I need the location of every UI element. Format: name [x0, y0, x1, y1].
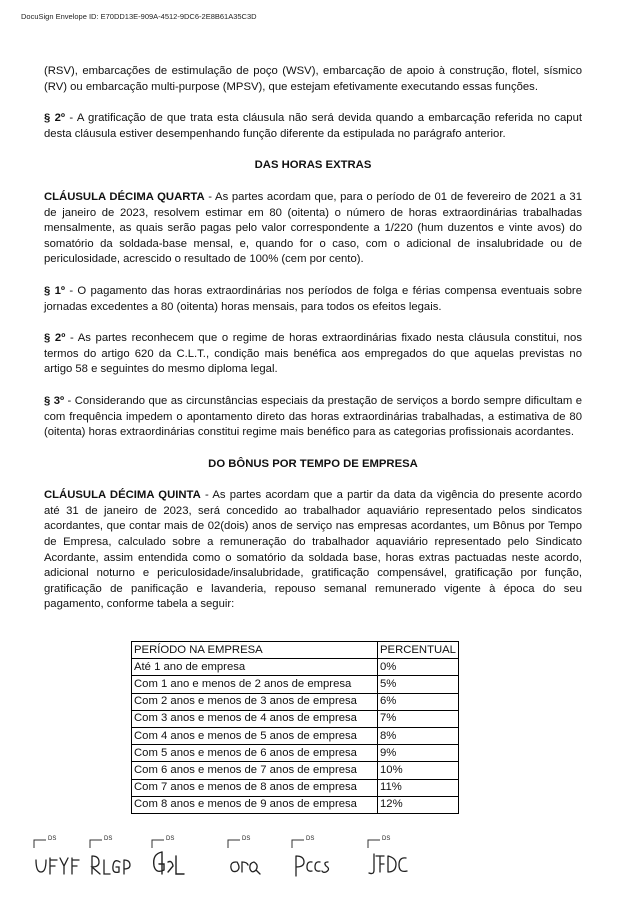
section-label: § 3º: [44, 394, 65, 407]
table-cell: Com 3 anos e menos de 4 anos de empresa: [132, 710, 378, 727]
table-header-row: [132, 642, 459, 659]
table-cell: 0%: [378, 659, 459, 676]
section-text: - As partes reconhecem que o regime de horas extraordinárias fixado nesta cláusula constitui, nos termos do artigo 620 da C.L.T., condição mais benéfica aos empregados do que aquelas previstas no artigo 58 e seguintes do mesmo diploma legal.: [44, 332, 582, 376]
heading-bonus: DO BÔNUS POR TEMPO DE EMPRESA: [208, 457, 418, 470]
bonus-table: [131, 641, 459, 814]
clause-text: - As partes acordam que a partir da data da vigência do presente acordo até 31 de janeiro de 2023, será concedido ao trabalhador aquaviário representado pelos sindicatos acordantes, que contar mais de 02(dois) anos de serviço nas empresas acordantes, um Bônus por Tempo de Empresa, calculado sobre a remuneração do trabalhador aquaviário representado pelo Sindicato Acordante, assim entendida como o somatório da soldada base, horas extras pactuadas neste acordo, adicional noturno e periculosidade/insalubridade, gratificação compensável, gratificação por função, gratificação de panificação e lavanderia, repouso semanal remunerado vigente à época do seu pagamento, conforme tabela a seguir:: [44, 489, 582, 611]
table-row: [132, 659, 459, 676]
table-cell: Com 6 anos e menos de 7 anos de empresa: [132, 762, 378, 779]
table-row: [132, 693, 459, 710]
clause-14-paragraph-1: [44, 284, 582, 315]
table-row: [132, 710, 459, 727]
table-cell: 7%: [378, 710, 459, 727]
section-label: § 2º: [44, 112, 66, 125]
table-row: [132, 762, 459, 779]
table-cell: Com 8 anos e menos de 9 anos de empresa: [132, 796, 378, 813]
initial-box: [224, 836, 286, 884]
paragraph-section-2: [44, 111, 582, 142]
initial-box: [30, 836, 92, 884]
table-header-cell: PERCENTUAL: [378, 642, 459, 659]
initial-signature-icon: [288, 836, 350, 884]
section-label: § 1º: [44, 284, 66, 297]
clause-15: [44, 488, 582, 613]
table-row: [132, 676, 459, 693]
initial-box: [288, 836, 350, 884]
clause-label: CLÁUSULA DÉCIMA QUINTA: [44, 489, 201, 502]
table-cell: Com 2 anos e menos de 3 anos de empresa: [132, 693, 378, 710]
clause-14: [44, 190, 582, 268]
initial-box: [364, 836, 426, 884]
ds-tag: DS: [242, 836, 251, 842]
clause-14-paragraph-2: [44, 331, 582, 378]
table-cell: Com 1 ano e menos de 2 anos de empresa: [132, 676, 378, 693]
initial-box: [148, 836, 210, 884]
table-header-cell: PERÍODO NA EMPRESA: [132, 642, 378, 659]
initial-signature-icon: [86, 836, 148, 884]
table-cell: 11%: [378, 779, 459, 796]
initial-signature-icon: [148, 836, 210, 884]
paragraph-intro: (RSV), embarcações de estimulação de poço (WSV), embarcação de apoio à construção, flotel, sísmico (RV) ou embarcação multi-purpose (MPSV), que estejam efetivamente executando essas funções.: [44, 65, 582, 93]
table-cell: Com 5 anos e menos de 6 anos de empresa: [132, 745, 378, 762]
table-cell: Até 1 ano de empresa: [132, 659, 378, 676]
table-row: [132, 796, 459, 813]
section-label: § 2º: [44, 332, 66, 345]
ds-tag: DS: [166, 836, 175, 842]
initial-signature-icon: [364, 836, 426, 884]
initials-row: [0, 836, 631, 886]
table-cell: 10%: [378, 762, 459, 779]
section-text: - Considerando que as circunstâncias especiais da prestação de serviços a bordo sempre dificultam e com frequência impedem o apontamento direto das horas extraordinárias trabalhadas, a estimativa de 80 (oitenta) horas extraordinárias constitui regime mais benéfico para as categorias profissionais acordantes.: [44, 394, 582, 439]
ds-tag: DS: [48, 836, 57, 842]
document-body: [44, 64, 582, 629]
table-cell: 6%: [378, 693, 459, 710]
section-text: - O pagamento das horas extraordinárias nos períodos de folga e férias compensa eventuais sobre jornadas excedentes a 80 (oitenta) horas mensais, para todos os efeitos legais.: [44, 284, 582, 313]
table-row: [132, 745, 459, 762]
table-cell: 5%: [378, 676, 459, 693]
ds-tag: DS: [306, 836, 315, 842]
table-row: [132, 779, 459, 796]
clause-14-paragraph-3: [44, 394, 582, 441]
heading-horas-extras: DAS HORAS EXTRAS: [254, 159, 372, 172]
table-cell: 12%: [378, 796, 459, 813]
table-cell: 8%: [378, 727, 459, 744]
initial-signature-icon: [30, 836, 92, 884]
table-cell: 9%: [378, 745, 459, 762]
table-cell: Com 7 anos e menos de 8 anos de empresa: [132, 779, 378, 796]
initial-box: [86, 836, 148, 884]
clause-label: CLÁUSULA DÉCIMA QUARTA: [44, 190, 205, 203]
section-text: - A gratificação de que trata esta cláusula não será devida quando a embarcação referida no caput desta cláusula estiver desempenhando função diferente da estipulada no parágrafo anterior.: [44, 112, 582, 140]
table-row: [132, 727, 459, 744]
ds-tag: DS: [382, 836, 391, 842]
clause-text: - As partes acordam que, para o período de 01 de fevereiro de 2021 a 31 de janeiro de 2023, resolvem estimar em 80 (oitenta) o número de horas extraordinárias trabalhadas mensalmente, as quais serão pagas pelo valor correspondente a 1/220 (hum duzentos e vinte avos) do somatório da soldada-base mensal, e, quando for o caso, com o adicional de insalubridade ou de periculosidade, acrescido o resultado de 100% (cem por cento).: [44, 190, 583, 266]
initial-signature-icon: [224, 836, 286, 884]
envelope-id: DocuSign Envelope ID: E70DD13E-909A-4512-9DC6-2E8B61A35C3D: [21, 12, 257, 21]
ds-tag: DS: [104, 836, 113, 842]
table-cell: Com 4 anos e menos de 5 anos de empresa: [132, 727, 378, 744]
